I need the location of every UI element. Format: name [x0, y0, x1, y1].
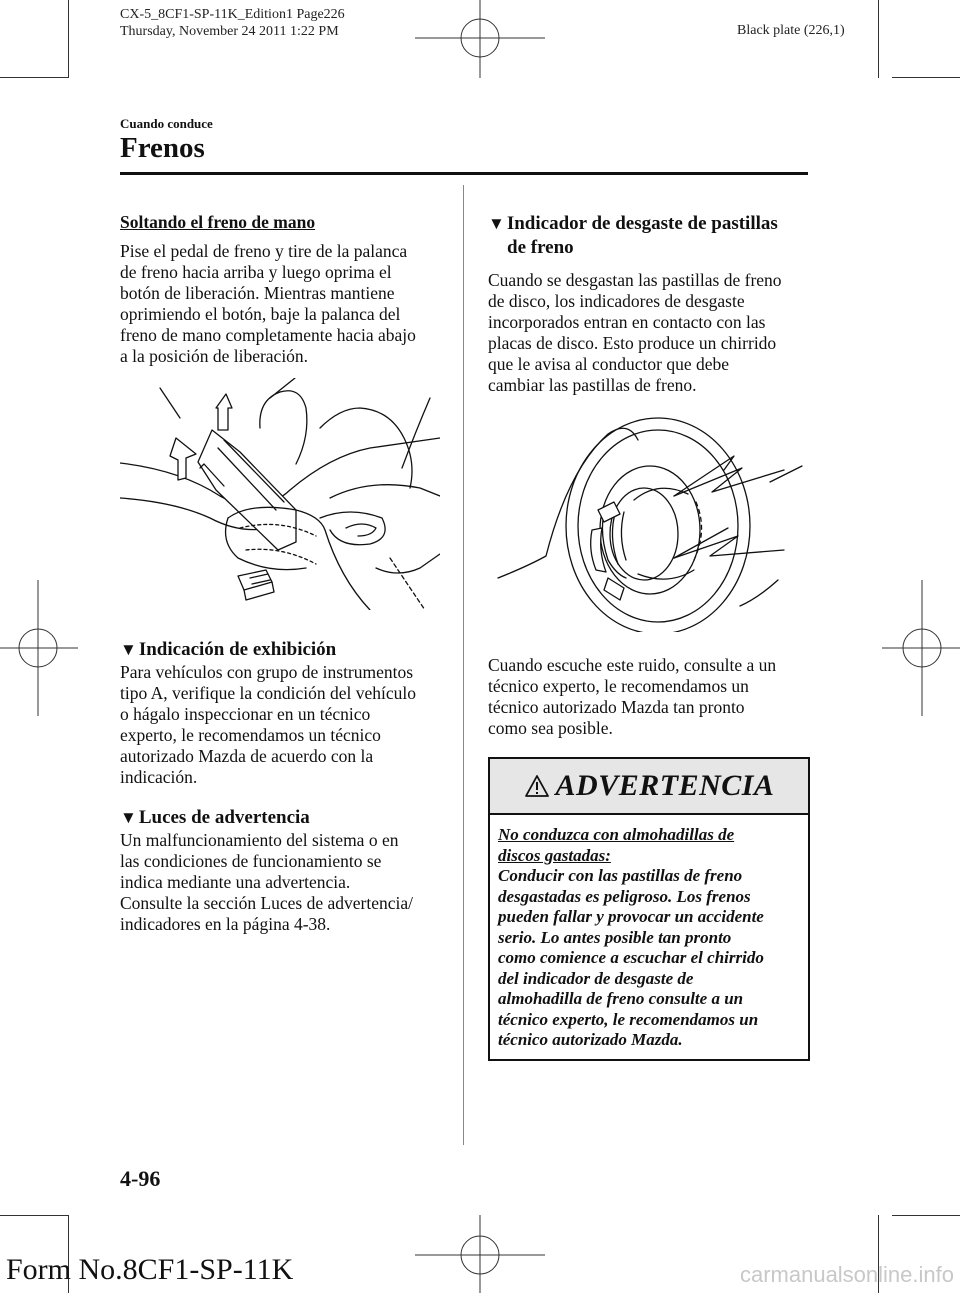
- watermark: carmanualsonline.info: [739, 1262, 954, 1287]
- pad-wear-heading: ▼ Indicador de desgaste de pastillas de freno: [488, 213, 778, 258]
- warning-box: [488, 757, 810, 1061]
- warning-body: No conduzca con almohadillas de discos gastadas: Conducir con las pastillas de freno desgastadas es peligroso. Los frenos pueden fallar y provocar un accidente serio. Lo antes posible tan pronto como comience a escuchar el chirrido del indicador de desgaste de almohadilla de freno consulte a un técnico experto, le recomendamos un técnico autorizado Mazda.: [498, 825, 764, 1049]
- pad-wear-paragraph: Cuando se desgastan las pastillas de freno de disco, los indicadores de desgaste incorporados entran en contacto con las placas de disco. Esto produce un chirrido que le avisa al conductor que debe cambiar las pastillas de freno.: [488, 270, 782, 395]
- warning-header: [490, 759, 808, 815]
- triangle-bullet-icon: ▼: [488, 214, 505, 233]
- lights-paragraph: Un malfuncionamiento del sistema o en las condiciones de funcionamiento se indica mediante una advertencia. Consulte la sección Luces de advertencia/ indicadores en la página 4-38.: [120, 830, 414, 934]
- page-number: 4-96: [120, 1166, 161, 1191]
- brake-pad-wear-illustration: [488, 410, 808, 632]
- triangle-bullet-icon: ▼: [120, 808, 137, 827]
- right-column-middle: [488, 655, 808, 739]
- plate-info: Black plate (226,1): [737, 23, 845, 38]
- lights-heading: ▼ Luces de advertencia: [120, 807, 310, 828]
- column-divider: [463, 185, 464, 1145]
- warning-title: ADVERTENCIA: [555, 769, 775, 802]
- section-label: Cuando conduce: [120, 116, 213, 131]
- warning-triangle-icon: [524, 774, 550, 798]
- print-date-line: Thursday, November 24 2011 1:22 PM: [120, 24, 339, 39]
- left-column-top: [120, 212, 440, 367]
- noise-paragraph: Cuando escuche este ruido, consulte a un técnico experto, le recomendamos un técnico autorizado Mazda tan pronto como sea posible.: [488, 655, 777, 738]
- display-heading: ▼ Indicación de exhibición: [120, 639, 337, 660]
- print-job-line: CX-5_8CF1-SP-11K_Edition1 Page226: [120, 7, 345, 22]
- parking-brake-illustration: [120, 378, 440, 610]
- triangle-bullet-icon: ▼: [120, 640, 137, 659]
- title-rule: [120, 172, 808, 175]
- display-paragraph: Para vehículos con grupo de instrumentos tipo A, verifique la condición del vehículo o hágalo inspeccionar en un técnico experto, le recomendamos un técnico autorizado Mazda de acuerdo con la indicación.: [120, 662, 416, 787]
- page-title: Frenos: [120, 132, 205, 164]
- release-heading: Soltando el freno de mano: [120, 212, 316, 232]
- release-paragraph: Pise el pedal de freno y tire de la palanca de freno hacia arriba y luego oprima el botón de liberación. Mientras mantiene oprimiendo el botón, baje la palanca del freno de mano completamente hacia abajo a la posición de liberación.: [120, 241, 416, 366]
- right-column-top: [488, 212, 808, 396]
- form-number: Form No.8CF1-SP-11K: [6, 1253, 294, 1286]
- left-column-bottom: [120, 638, 440, 935]
